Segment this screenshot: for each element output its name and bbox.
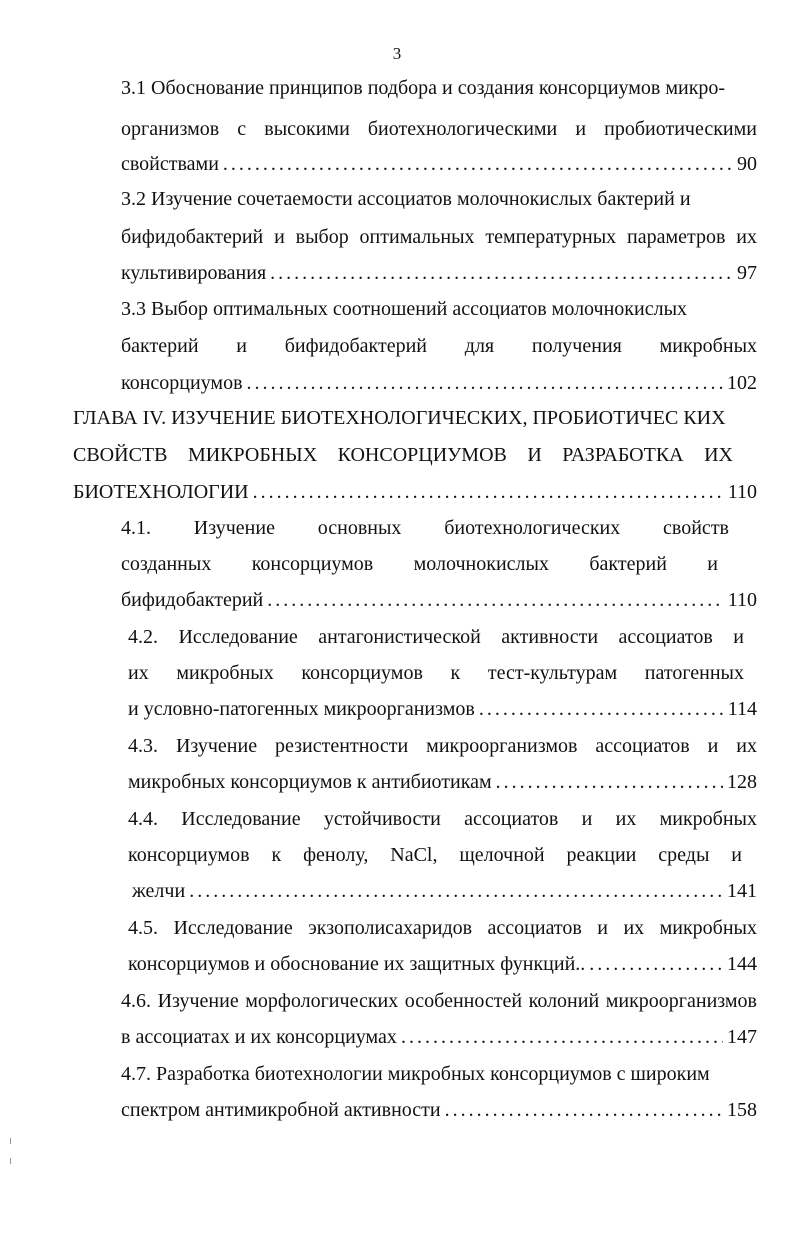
toc-3-2-entry[interactable] (121, 261, 757, 285)
toc-3-2-page: 97 (737, 262, 757, 284)
toc-4-5-line-1: 4.5. Исследование экзополисахаридов ассоциатов и их микробных (128, 917, 757, 939)
toc-4-2-page: 114 (727, 698, 757, 720)
page-number: 3 (392, 44, 402, 63)
toc-4-4-line-1: 4.4. Исследование устойчивости ассоциатов и их микробных (128, 808, 757, 830)
scan-mark (10, 1158, 11, 1164)
toc-4-4-line-2: консорциумов к фенолу, NaCl, щелочной реакции среды и (128, 844, 742, 866)
toc-3-2-line-2: бифидобактерий и выбор оптимальных температурных параметров их (121, 226, 757, 248)
toc-4-7-title-end: спектром антимикробной активности (121, 1099, 441, 1121)
toc-4-4-entry[interactable] (132, 879, 757, 903)
toc-4-1-entry[interactable] (121, 588, 757, 612)
toc-chapter-4-page: 110 (727, 481, 757, 503)
toc-4-1-line-1: 4.1. Изучение основных биотехнологических свойств (121, 517, 729, 539)
toc-4-3-title-end: микробных консорциумов к антибиотикам (128, 771, 492, 793)
toc-4-2-entry[interactable] (128, 697, 757, 721)
toc-4-6-line-1: 4.6. Изучение морфологических особенностей колоний микроорганизмов (121, 990, 757, 1012)
toc-3-1-line-1: 3.1 Обоснование принципов подбора и создания консорциумов микро- (121, 77, 726, 99)
toc-4-2-line-2: их микробных консорциумов к тест-культурам патогенных (128, 662, 744, 684)
toc-chapter-4-entry[interactable] (73, 480, 757, 504)
toc-4-4-title-end: желчи (132, 880, 186, 902)
toc-3-3-entry[interactable] (121, 371, 757, 395)
toc-4-6-title-end: в ассоциатах и их консорциумах (121, 1026, 397, 1048)
toc-4-3-entry[interactable] (128, 770, 757, 794)
toc-4-1-page: 110 (727, 589, 757, 611)
toc-4-1-title-end: бифидобактерий (121, 589, 264, 611)
toc-4-7-line-1: 4.7. Разработка биотехнологии микробных консорциумов с широким (121, 1063, 710, 1085)
leader-dots (496, 770, 723, 794)
toc-4-1-line-2: созданных консорциумов молочнокислых бактерий и (121, 553, 718, 575)
toc-3-3-page: 102 (727, 372, 757, 394)
toc-4-2-title-end: и условно-патогенных микроорганизмов (128, 698, 475, 720)
toc-3-1-line-2: организмов с высокими биотехнологическими и пробиотическими (121, 118, 757, 140)
toc-4-4-page: 141 (727, 880, 757, 902)
toc-4-7-page: 158 (727, 1099, 757, 1121)
leader-dots (270, 261, 733, 285)
toc-4-7-entry[interactable] (121, 1098, 757, 1122)
toc-3-2-title-end: культивирования (121, 262, 267, 284)
toc-3-3-line-1: 3.3 Выбор оптимальных соотношений ассоциатов молочнокислых (121, 298, 688, 320)
toc-4-6-page: 147 (727, 1026, 757, 1048)
leader-dots (253, 480, 724, 504)
toc-4-6-entry[interactable] (121, 1025, 757, 1049)
leader-dots (589, 952, 723, 976)
toc-chapter-4-line-2: СВОЙСТВ МИКРОБНЫХ КОНСОРЦИУМОВ И РАЗРАБОТКА ИХ (73, 444, 733, 466)
toc-chapter-4-line-1: ГЛАВА IV. ИЗУЧЕНИЕ БИОТЕХНОЛОГИЧЕСКИХ, ПРОБИОТИЧЕС КИХ (73, 407, 726, 429)
toc-4-3-page: 128 (727, 771, 757, 793)
leader-dots (401, 1025, 723, 1049)
toc-3-1-title-end: свойствами (121, 153, 219, 175)
scan-mark (10, 1138, 11, 1144)
toc-4-2-line-1: 4.2. Исследование антагонистической активности ассоциатов и (128, 626, 744, 648)
leader-dots (223, 152, 733, 176)
toc-4-5-title-end: консорциумов и обоснование их защитных функций.. (128, 953, 586, 975)
toc-3-2-line-1: 3.2 Изучение сочетаемости ассоциатов молочнокислых бактерий и (121, 188, 691, 210)
leader-dots (445, 1098, 723, 1122)
leader-dots (479, 697, 724, 721)
toc-chapter-4-title-end: БИОТЕХНОЛОГИИ (73, 481, 249, 503)
toc-3-3-title-end: консорциумов (121, 372, 243, 394)
toc-4-5-page: 144 (727, 953, 757, 975)
toc-4-5-entry[interactable] (128, 952, 757, 976)
leader-dots (247, 371, 723, 395)
toc-4-3-line-1: 4.3. Изучение резистентности микроорганизмов ассоциатов и их (128, 735, 757, 757)
toc-3-1-page: 90 (737, 153, 757, 175)
leader-dots (189, 879, 723, 903)
toc-3-1-entry[interactable] (121, 152, 757, 176)
toc-3-3-line-2: бактерий и бифидобактерий для получения микробных (121, 335, 757, 357)
leader-dots (267, 588, 723, 612)
